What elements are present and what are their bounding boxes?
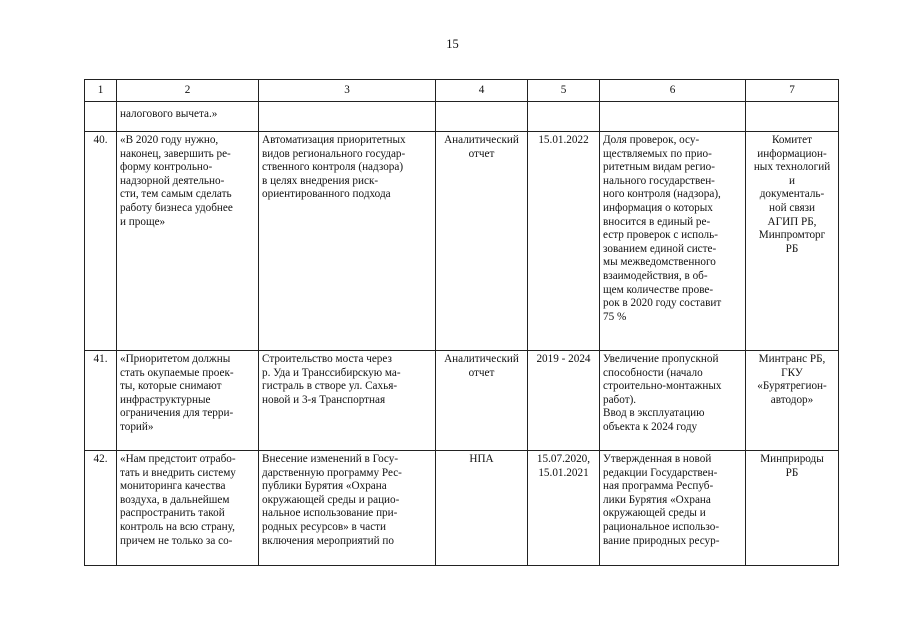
result-cell: Доля проверок, осу- ществляемых по прио- ритетным видам регио- нального государствен- ного контроля (надзора), информация о которых вносится в единый ре- естр проверок с исполь- зованием единой систе- мы межведомственного взаимодействия, в об- щем количестве прове- рок в 2020 году составит 75 % xyxy=(600,132,746,351)
table-header-row xyxy=(85,80,839,102)
statement-cell: «Приоритетом должны стать окупаемые проек- ты, которые снимают инфраструктурные ограничения для терри- торий» xyxy=(117,351,259,451)
row-number: 40. xyxy=(85,132,117,351)
column-header: 4 xyxy=(436,80,528,102)
responsible-cell: Минтранс РБ, ГКУ «Бурятрегион- автодор» xyxy=(746,351,839,451)
row-number: 42. xyxy=(85,451,117,566)
deadline-cell: 15.01.2022 xyxy=(528,132,600,351)
num-cell xyxy=(85,102,117,132)
document-cell: НПА xyxy=(436,451,528,566)
document-cell: Аналитический отчет xyxy=(436,132,528,351)
responsible-cell: Минприроды РБ xyxy=(746,451,839,566)
table-row xyxy=(85,351,839,451)
measure-cell: Автоматизация приоритетных видов регионального государ- ственного контроля (надзора) в целях внедрения риск- ориентированного подхода xyxy=(259,132,436,351)
result-cell xyxy=(600,102,746,132)
column-header: 1 xyxy=(85,80,117,102)
measure-cell: Строительство моста через р. Уда и Транссибирскую ма- гистраль в створе ул. Сахья- новой и 3-я Транспортная xyxy=(259,351,436,451)
document-cell xyxy=(436,102,528,132)
table-row xyxy=(85,132,839,351)
column-header: 6 xyxy=(600,80,746,102)
responsible-cell xyxy=(746,102,839,132)
column-header: 5 xyxy=(528,80,600,102)
result-cell: Утвержденная в новой редакции Государствен- ная программа Респуб- лики Бурятия «Охрана окружающей среды и рациональное использо- вание природных ресур- xyxy=(600,451,746,566)
statement-cell: «Нам предстоит отрабо- тать и внедрить систему мониторинга качества воздуха, в дальнейшем распространить такой контроль на всю страну, причем не только за со- xyxy=(117,451,259,566)
column-header: 2 xyxy=(117,80,259,102)
deadline-cell xyxy=(528,102,600,132)
responsible-cell: Комитет информацион- ных технологий и документаль- ной связи АГИП РБ, Минпромторг РБ xyxy=(746,132,839,351)
row-number: 41. xyxy=(85,351,117,451)
deadline-cell: 15.07.2020, 15.01.2021 xyxy=(528,451,600,566)
statement-cell: «В 2020 году нужно, наконец, завершить ре- форму контрольно- надзорной деятельно- сти, тем самым сделать работу бизнеса удобнее и проще» xyxy=(117,132,259,351)
measure-cell xyxy=(259,102,436,132)
statement-cell: налогового вычета.» xyxy=(117,102,259,132)
table-row-continuation xyxy=(85,102,839,132)
column-header: 7 xyxy=(746,80,839,102)
table-row xyxy=(85,451,839,566)
result-cell: Увеличение пропускной способности (начало строительно-монтажных работ). Ввод в эксплуатацию объекта к 2024 году xyxy=(600,351,746,451)
deadline-cell: 2019 - 2024 xyxy=(528,351,600,451)
measure-cell: Внесение изменений в Госу- дарственную программу Рес- публики Бурятия «Охрана окружающей среды и рацио- нальное использование при- родных ресурсов» в части включения мероприятий по xyxy=(259,451,436,566)
measures-table xyxy=(84,79,839,566)
page-number: 15 xyxy=(446,37,459,51)
document-cell: Аналитический отчет xyxy=(436,351,528,451)
column-header: 3 xyxy=(259,80,436,102)
